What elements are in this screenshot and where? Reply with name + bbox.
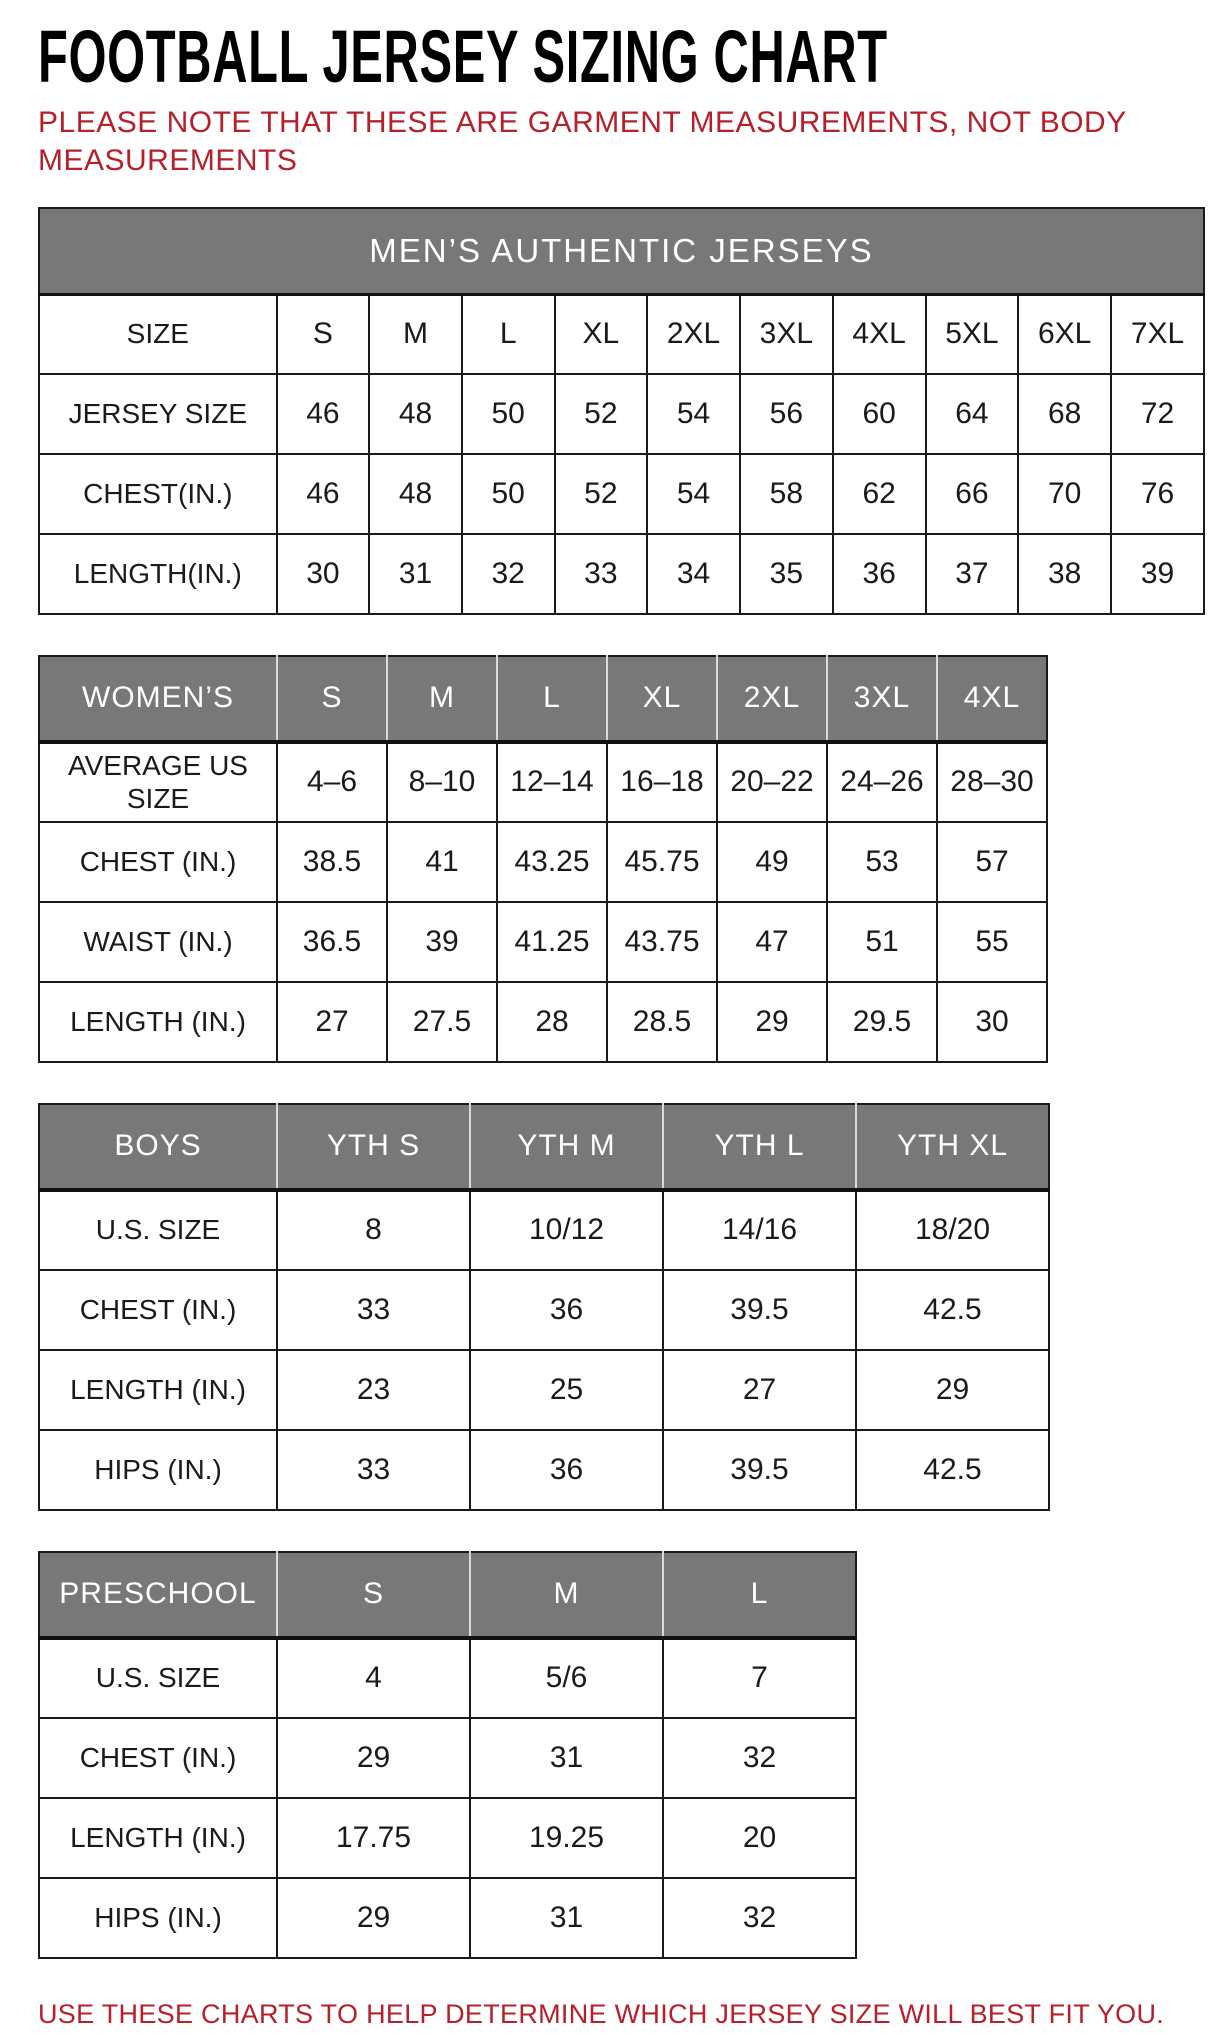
womens-value-cell: 53 [827, 822, 937, 902]
womens-size-header-cell: 4XL [937, 656, 1047, 742]
womens-value-cell: 20–22 [717, 742, 827, 822]
womens-value-cell: 24–26 [827, 742, 937, 822]
boys-table-row [39, 1270, 1049, 1350]
mens-value-cell: L [462, 294, 555, 374]
mens-value-cell: 50 [462, 374, 555, 454]
boys-table-row [39, 1350, 1049, 1430]
mens-value-cell: 4XL [833, 294, 926, 374]
mens-value-cell: 5XL [926, 294, 1019, 374]
womens-value-cell: 43.75 [607, 902, 717, 982]
boys-value-cell: 18/20 [856, 1190, 1049, 1270]
womens-row-label-cell: AVERAGE US SIZE [39, 742, 277, 822]
mens-table-row [39, 294, 1204, 374]
preschool-value-cell: 32 [663, 1878, 856, 1958]
mens-row-label-cell: LENGTH(IN.) [39, 534, 277, 614]
mens-value-cell: 56 [740, 374, 833, 454]
mens-table-row [39, 454, 1204, 534]
boys-table-row [39, 1190, 1049, 1270]
mens-value-cell: 58 [740, 454, 833, 534]
boys-value-cell: 25 [470, 1350, 663, 1430]
womens-value-cell: 28 [497, 982, 607, 1062]
womens-value-cell: 57 [937, 822, 1047, 902]
boys-value-cell: 36 [470, 1270, 663, 1350]
womens-value-cell: 41.25 [497, 902, 607, 982]
womens-row-label-cell: LENGTH (IN.) [39, 982, 277, 1062]
boys-size-header-cell: YTH XL [856, 1104, 1049, 1190]
preschool-row-label-cell: CHEST (IN.) [39, 1718, 277, 1798]
mens-value-cell: 64 [926, 374, 1019, 454]
womens-value-cell: 45.75 [607, 822, 717, 902]
boys-value-cell: 23 [277, 1350, 470, 1430]
womens-value-cell: 12–14 [497, 742, 607, 822]
mens-value-cell: 76 [1111, 454, 1204, 534]
mens-value-cell: 30 [277, 534, 370, 614]
womens-table-row [39, 822, 1047, 902]
boys-size-header-cell: YTH M [470, 1104, 663, 1190]
preschool-table-row [39, 1878, 856, 1958]
preschool-value-cell: 29 [277, 1718, 470, 1798]
boys-value-cell: 29 [856, 1350, 1049, 1430]
mens-value-cell: M [369, 294, 462, 374]
womens-value-cell: 43.25 [497, 822, 607, 902]
mens-row-label-cell: CHEST(IN.) [39, 454, 277, 534]
boys-value-cell: 10/12 [470, 1190, 663, 1270]
womens-value-cell: 47 [717, 902, 827, 982]
preschool-value-cell: 31 [470, 1718, 663, 1798]
footer-note: USE THESE CHARTS TO HELP DETERMINE WHICH JERSEY SIZE WILL BEST FIT YOU. [38, 1999, 1165, 2029]
boys-value-cell: 39.5 [663, 1270, 856, 1350]
boys-value-cell: 33 [277, 1430, 470, 1510]
preschool-table-row [39, 1638, 856, 1718]
mens-value-cell: 62 [833, 454, 926, 534]
garment-measurement-note: PLEASE NOTE THAT THESE ARE GARMENT MEASUREMENTS, NOT BODY MEASUREMENTS [38, 106, 1127, 177]
womens-table-row [39, 742, 1047, 822]
mens-value-cell: 32 [462, 534, 555, 614]
mens-value-cell: 52 [555, 374, 648, 454]
womens-value-cell: 49 [717, 822, 827, 902]
womens-size-header-cell: 2XL [717, 656, 827, 742]
preschool-row-label-cell: U.S. SIZE [39, 1638, 277, 1718]
womens-value-cell: 41 [387, 822, 497, 902]
boys-header-label: BOYS [39, 1104, 277, 1190]
mens-value-cell: XL [555, 294, 648, 374]
womens-value-cell: 4–6 [277, 742, 387, 822]
mens-value-cell: 3XL [740, 294, 833, 374]
boys-value-cell: 33 [277, 1270, 470, 1350]
mens-table-row [39, 374, 1204, 454]
preschool-value-cell: 17.75 [277, 1798, 470, 1878]
boys-size-header-cell: YTH L [663, 1104, 856, 1190]
mens-value-cell: 54 [647, 374, 740, 454]
womens-row-label-cell: CHEST (IN.) [39, 822, 277, 902]
preschool-row-label-cell: LENGTH (IN.) [39, 1798, 277, 1878]
preschool-row-label-cell: HIPS (IN.) [39, 1878, 277, 1958]
womens-value-cell: 28–30 [937, 742, 1047, 822]
womens-value-cell: 29.5 [827, 982, 937, 1062]
womens-value-cell: 36.5 [277, 902, 387, 982]
womens-size-header-cell: M [387, 656, 497, 742]
womens-value-cell: 16–18 [607, 742, 717, 822]
preschool-value-cell: 7 [663, 1638, 856, 1718]
boys-value-cell: 36 [470, 1430, 663, 1510]
boys-value-cell: 42.5 [856, 1430, 1049, 1510]
preschool-value-cell: 4 [277, 1638, 470, 1718]
mens-value-cell: 7XL [1111, 294, 1204, 374]
womens-value-cell: 27 [277, 982, 387, 1062]
womens-value-cell: 28.5 [607, 982, 717, 1062]
mens-value-cell: 46 [277, 454, 370, 534]
preschool-sizing-table [38, 1551, 857, 1959]
mens-value-cell: 46 [277, 374, 370, 454]
mens-row-label-cell: SIZE [39, 294, 277, 374]
womens-size-header-cell: S [277, 656, 387, 742]
mens-value-cell: 38 [1018, 534, 1111, 614]
mens-value-cell: 68 [1018, 374, 1111, 454]
womens-value-cell: 38.5 [277, 822, 387, 902]
womens-size-header-cell: XL [607, 656, 717, 742]
boys-sizing-table [38, 1103, 1050, 1511]
boys-table-row [39, 1430, 1049, 1510]
tables-container [38, 207, 1205, 1959]
boys-value-cell: 39.5 [663, 1430, 856, 1510]
mens-table-row [39, 534, 1204, 614]
mens-value-cell: 6XL [1018, 294, 1111, 374]
womens-value-cell: 30 [937, 982, 1047, 1062]
boys-row-label-cell: HIPS (IN.) [39, 1430, 277, 1510]
preschool-table-row [39, 1798, 856, 1878]
womens-value-cell: 8–10 [387, 742, 497, 822]
mens-value-cell: 52 [555, 454, 648, 534]
mens-value-cell: 72 [1111, 374, 1204, 454]
womens-table-row [39, 902, 1047, 982]
preschool-table-row [39, 1718, 856, 1798]
boys-row-label-cell: CHEST (IN.) [39, 1270, 277, 1350]
mens-value-cell: 39 [1111, 534, 1204, 614]
boys-value-cell: 42.5 [856, 1270, 1049, 1350]
boys-row-label-cell: U.S. SIZE [39, 1190, 277, 1270]
womens-size-header-cell: L [497, 656, 607, 742]
womens-value-cell: 27.5 [387, 982, 497, 1062]
boys-size-header-cell: YTH S [277, 1104, 470, 1190]
mens-value-cell: 33 [555, 534, 648, 614]
preschool-value-cell: 5/6 [470, 1638, 663, 1718]
womens-size-header-cell: 3XL [827, 656, 937, 742]
preschool-value-cell: 29 [277, 1878, 470, 1958]
mens-value-cell: 54 [647, 454, 740, 534]
preschool-value-cell: 31 [470, 1878, 663, 1958]
preschool-header-label: PRESCHOOL [39, 1552, 277, 1638]
preschool-size-header-cell: L [663, 1552, 856, 1638]
mens-value-cell: 2XL [647, 294, 740, 374]
mens-row-label-cell: JERSEY SIZE [39, 374, 277, 454]
preschool-value-cell: 19.25 [470, 1798, 663, 1878]
womens-header-label: WOMEN’S [39, 656, 277, 742]
preschool-value-cell: 32 [663, 1718, 856, 1798]
mens-value-cell: 48 [369, 454, 462, 534]
womens-sizing-table [38, 655, 1048, 1063]
preschool-size-header-cell: S [277, 1552, 470, 1638]
mens-value-cell: 36 [833, 534, 926, 614]
mens-value-cell: 34 [647, 534, 740, 614]
mens-value-cell: 37 [926, 534, 1019, 614]
mens-value-cell: 48 [369, 374, 462, 454]
page-title: FOOTBALL JERSEY SIZING CHART [38, 15, 888, 98]
mens-value-cell: 31 [369, 534, 462, 614]
mens-value-cell: 66 [926, 454, 1019, 534]
mens-value-cell: 50 [462, 454, 555, 534]
womens-value-cell: 55 [937, 902, 1047, 982]
womens-value-cell: 51 [827, 902, 937, 982]
mens-value-cell: S [277, 294, 370, 374]
boys-row-label-cell: LENGTH (IN.) [39, 1350, 277, 1430]
mens-value-cell: 35 [740, 534, 833, 614]
boys-value-cell: 14/16 [663, 1190, 856, 1270]
womens-table-row [39, 982, 1047, 1062]
womens-row-label-cell: WAIST (IN.) [39, 902, 277, 982]
mens-banner: MEN’S AUTHENTIC JERSEYS [39, 208, 1204, 294]
preschool-size-header-cell: M [470, 1552, 663, 1638]
womens-value-cell: 39 [387, 902, 497, 982]
mens-value-cell: 70 [1018, 454, 1111, 534]
preschool-value-cell: 20 [663, 1798, 856, 1878]
womens-value-cell: 29 [717, 982, 827, 1062]
boys-value-cell: 27 [663, 1350, 856, 1430]
mens-sizing-table [38, 207, 1205, 615]
boys-value-cell: 8 [277, 1190, 470, 1270]
mens-value-cell: 60 [833, 374, 926, 454]
